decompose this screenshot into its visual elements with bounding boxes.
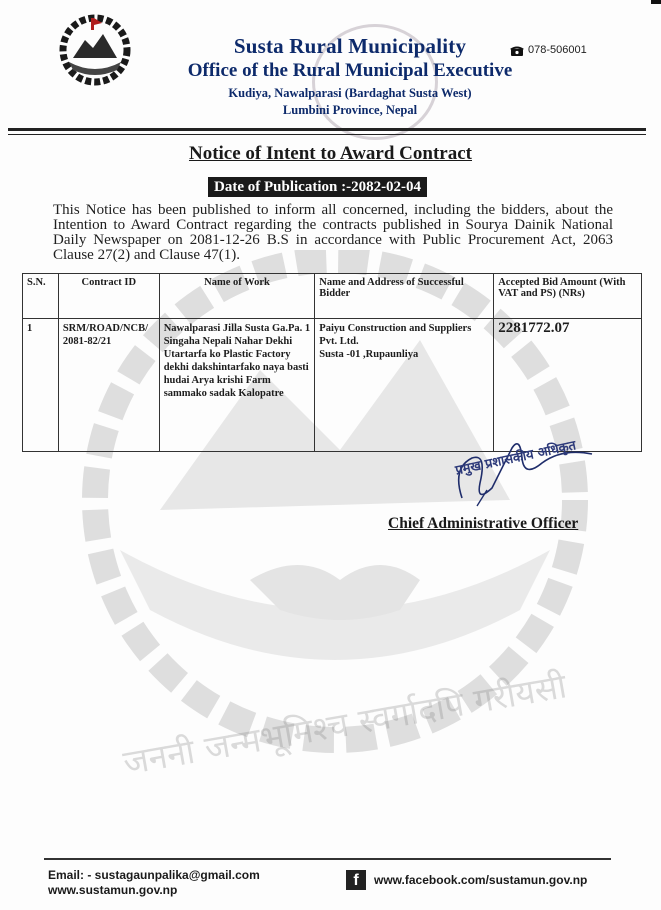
watermark-motto: जननी जन्मभूमिश्च स्वर्गादपि गरीयसी — [120, 666, 570, 784]
telephone-icon — [510, 45, 524, 56]
bid-amount: 2281772.07 — [498, 320, 570, 336]
signatory-designation: Chief Administrative Officer — [388, 515, 579, 532]
phone-number: 078-506001 — [528, 44, 587, 56]
cell-work: Nawalparasi Jilla Susta Ga.Pa. 1 Singaha Nepali Nahar Dekhi Utartarfa ko Plastic Factory dekhi dakshintarfako naya basti hudai Arya krishi Farm sammako sadak Kalopatre — [159, 319, 315, 452]
header-amount: Accepted Bid Amount (With VAT and PS) (NRs) — [494, 274, 642, 319]
cell-sn: 1 — [23, 319, 59, 452]
bidder-address: Susta -01 ,Rupaunliya — [319, 349, 419, 360]
award-table — [22, 273, 642, 452]
bidder-name: Paiyu Construction and Suppliers Pvt. Ltd. — [319, 323, 472, 347]
footer-email: Email: - sustagaunpalika@gmail.com — [48, 868, 260, 882]
cell-contract-id: SRM/ROAD/NCB/ 2081-82/21 — [58, 319, 159, 452]
cao-seal-text: प्रमुख प्रशासकीय अधिकृत — [454, 438, 578, 479]
municipality-title: Susta Rural Municipality — [233, 34, 467, 58]
nepal-emblem-icon — [55, 14, 135, 86]
header-work: Name of Work — [159, 274, 315, 319]
office-subtitle: Office of the Rural Municipal Executive — [187, 60, 513, 81]
phone-contact — [510, 44, 587, 56]
notice-title: Notice of Intent to Award Contract — [188, 143, 472, 164]
footer-website: www.sustamun.gov.np — [48, 883, 178, 897]
header-sn: S.N. — [23, 274, 59, 319]
publication-date: Date of Publication :-2082-02-04 — [208, 177, 427, 197]
footer-facebook — [346, 870, 587, 890]
address-line-2: Lumbini Province, Nepal — [282, 103, 418, 117]
footer-divider — [44, 858, 611, 860]
notice-intro: This Notice has been published to inform all concerned, including the bidders, about the Intention to Award Contract regarding the contracts published in Sourya Dainik National Daily Newspaper on 2081-12-26 B.S in accordance with Public Procurement Act, 2063 Clause 27(2) and Clause 47(1). — [53, 202, 613, 263]
header-divider — [8, 128, 646, 131]
header-bidder: Name and Address of Successful Bidder — [315, 274, 494, 319]
address-line-1: Kudiya, Nawalparasi (Bardaghat Susta West) — [228, 86, 472, 100]
header-contract-id: Contract ID — [58, 274, 159, 319]
facebook-icon: f — [346, 870, 366, 890]
page-edge-mark — [651, 0, 661, 4]
header-divider-thin — [8, 134, 646, 135]
table-header-row — [23, 274, 642, 319]
facebook-link: www.facebook.com/sustamun.gov.np — [374, 873, 588, 887]
